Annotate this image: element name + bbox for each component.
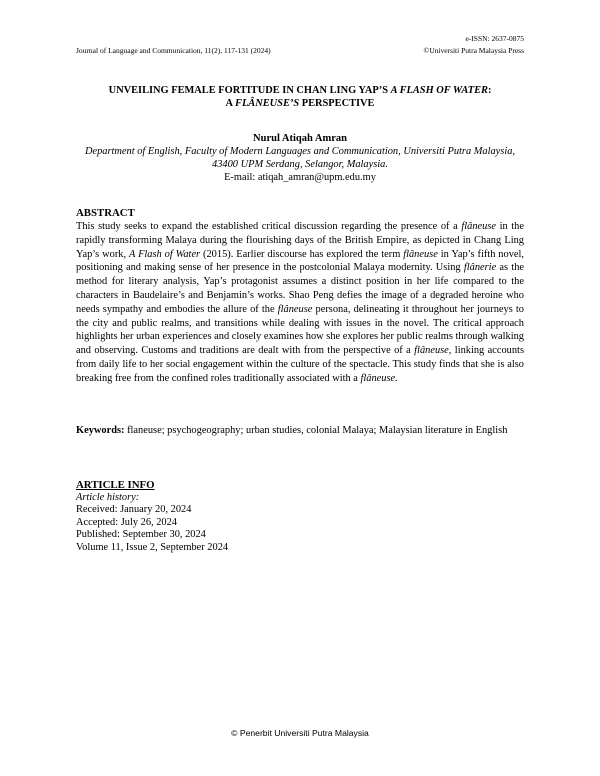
- article-history-label: [76, 492, 228, 504]
- title-line-2-text: A: [225, 98, 236, 109]
- abstract-text: in the rapidly transforming Malaya during the flourishing days of the British Empire, as depicted in Chang Ling Yap’s work,: [76, 221, 524, 260]
- article-info-heading: ARTICLE INFO: [76, 479, 155, 491]
- abstract-heading: ABSTRACT: [76, 207, 135, 219]
- paper-title: [60, 84, 540, 110]
- abstract-italic-term: flâneuse.: [360, 372, 398, 384]
- abstract-body: [76, 220, 524, 386]
- title-line-1-italic: A FLASH OF WATER: [390, 85, 488, 96]
- keywords-label: Keywords:: [76, 425, 125, 436]
- title-line-2: [60, 97, 540, 110]
- abstract-italic-term: A Flash of Water: [129, 248, 201, 260]
- journal-citation: Journal of Language and Communication, 11(2), 117-131 (2024): [76, 46, 271, 55]
- abstract-italic-term: flâneuse,: [414, 345, 452, 357]
- author-affiliation: Department of English, Faculty of Modern Languages and Communication, Universiti Putra Malaysia, 43400 UPM Serdang, Selangor, Malaysia.: [84, 146, 516, 170]
- page-footer: © Penerbit Universiti Putra Malaysia: [231, 728, 369, 738]
- abstract-italic-term: flâneuse: [277, 303, 313, 315]
- abstract-text: This study seeks to expand the established critical discussion regarding the presence of a: [76, 221, 462, 232]
- received-date: Received: January 20, 2024: [76, 504, 192, 516]
- published-date: Published: September 30, 2024: [76, 529, 206, 541]
- abstract-italic-term: flânerie: [463, 262, 497, 274]
- abstract-text: linking accounts from daily life to her social engagement within the culture of the spectacle. This study finds that she is also breaking free from the confined roles traditionally associated with a: [76, 345, 524, 384]
- author-name: Nurul Atiqah Amran: [253, 133, 347, 144]
- keywords-text: flaneuse; psychogeography; urban studies, colonial Malaya; Malaysian literature in English: [124, 425, 508, 436]
- author-email: E-mail: atiqah_amran@upm.edu.my: [224, 172, 376, 183]
- issn-label: e-ISSN: 2637-0875: [465, 34, 524, 43]
- article-history-label-text: Article history:: [76, 492, 140, 503]
- title-line-1-end: :: [487, 85, 492, 96]
- keywords: [76, 424, 524, 438]
- abstract-text: persona, delineating it throughout her journeys to the city and public realms, and transitions while dealing with issues in the novel. The critical approach highlights her urban experiences and closely examines how she explores her public realms through walking and observing. Customs and traditions are dealt with from the perspective of a: [76, 303, 524, 357]
- title-line-1: [60, 84, 540, 97]
- abstract-text: in Yap’s fifth novel, positioning and making sense of her presence in the postcolonial Malaya modernity. Using: [76, 248, 524, 274]
- abstract-italic-term: flâneuse: [461, 221, 496, 232]
- title-line-2-italic: FLÂNEUSE’S: [235, 98, 300, 109]
- title-line-1-text: UNVEILING FEMALE FORTITUDE IN CHAN LING YAP’S: [108, 85, 391, 96]
- volume-issue: Volume 11, Issue 2, September 2024: [76, 541, 229, 553]
- accepted-date: Accepted: July 26, 2024: [76, 516, 177, 528]
- abstract-text: as the method for literary analysis, Yap’s protagonist assumes a distinct position in her life compared to the characters in Baudelaire’s and Benjamin’s works. Shao Peng defies the image of a degraded heroine who needs sympathy and embodies the allure of the: [76, 262, 524, 315]
- article-info: [76, 492, 228, 554]
- publisher-copyright: ©Universiti Putra Malaysia Press: [423, 46, 524, 55]
- title-line-2-end: PERSPECTIVE: [299, 98, 375, 109]
- abstract-italic-term: flâneuse: [403, 248, 438, 260]
- abstract-text: (2015). Earlier discourse has explored the term: [200, 248, 404, 260]
